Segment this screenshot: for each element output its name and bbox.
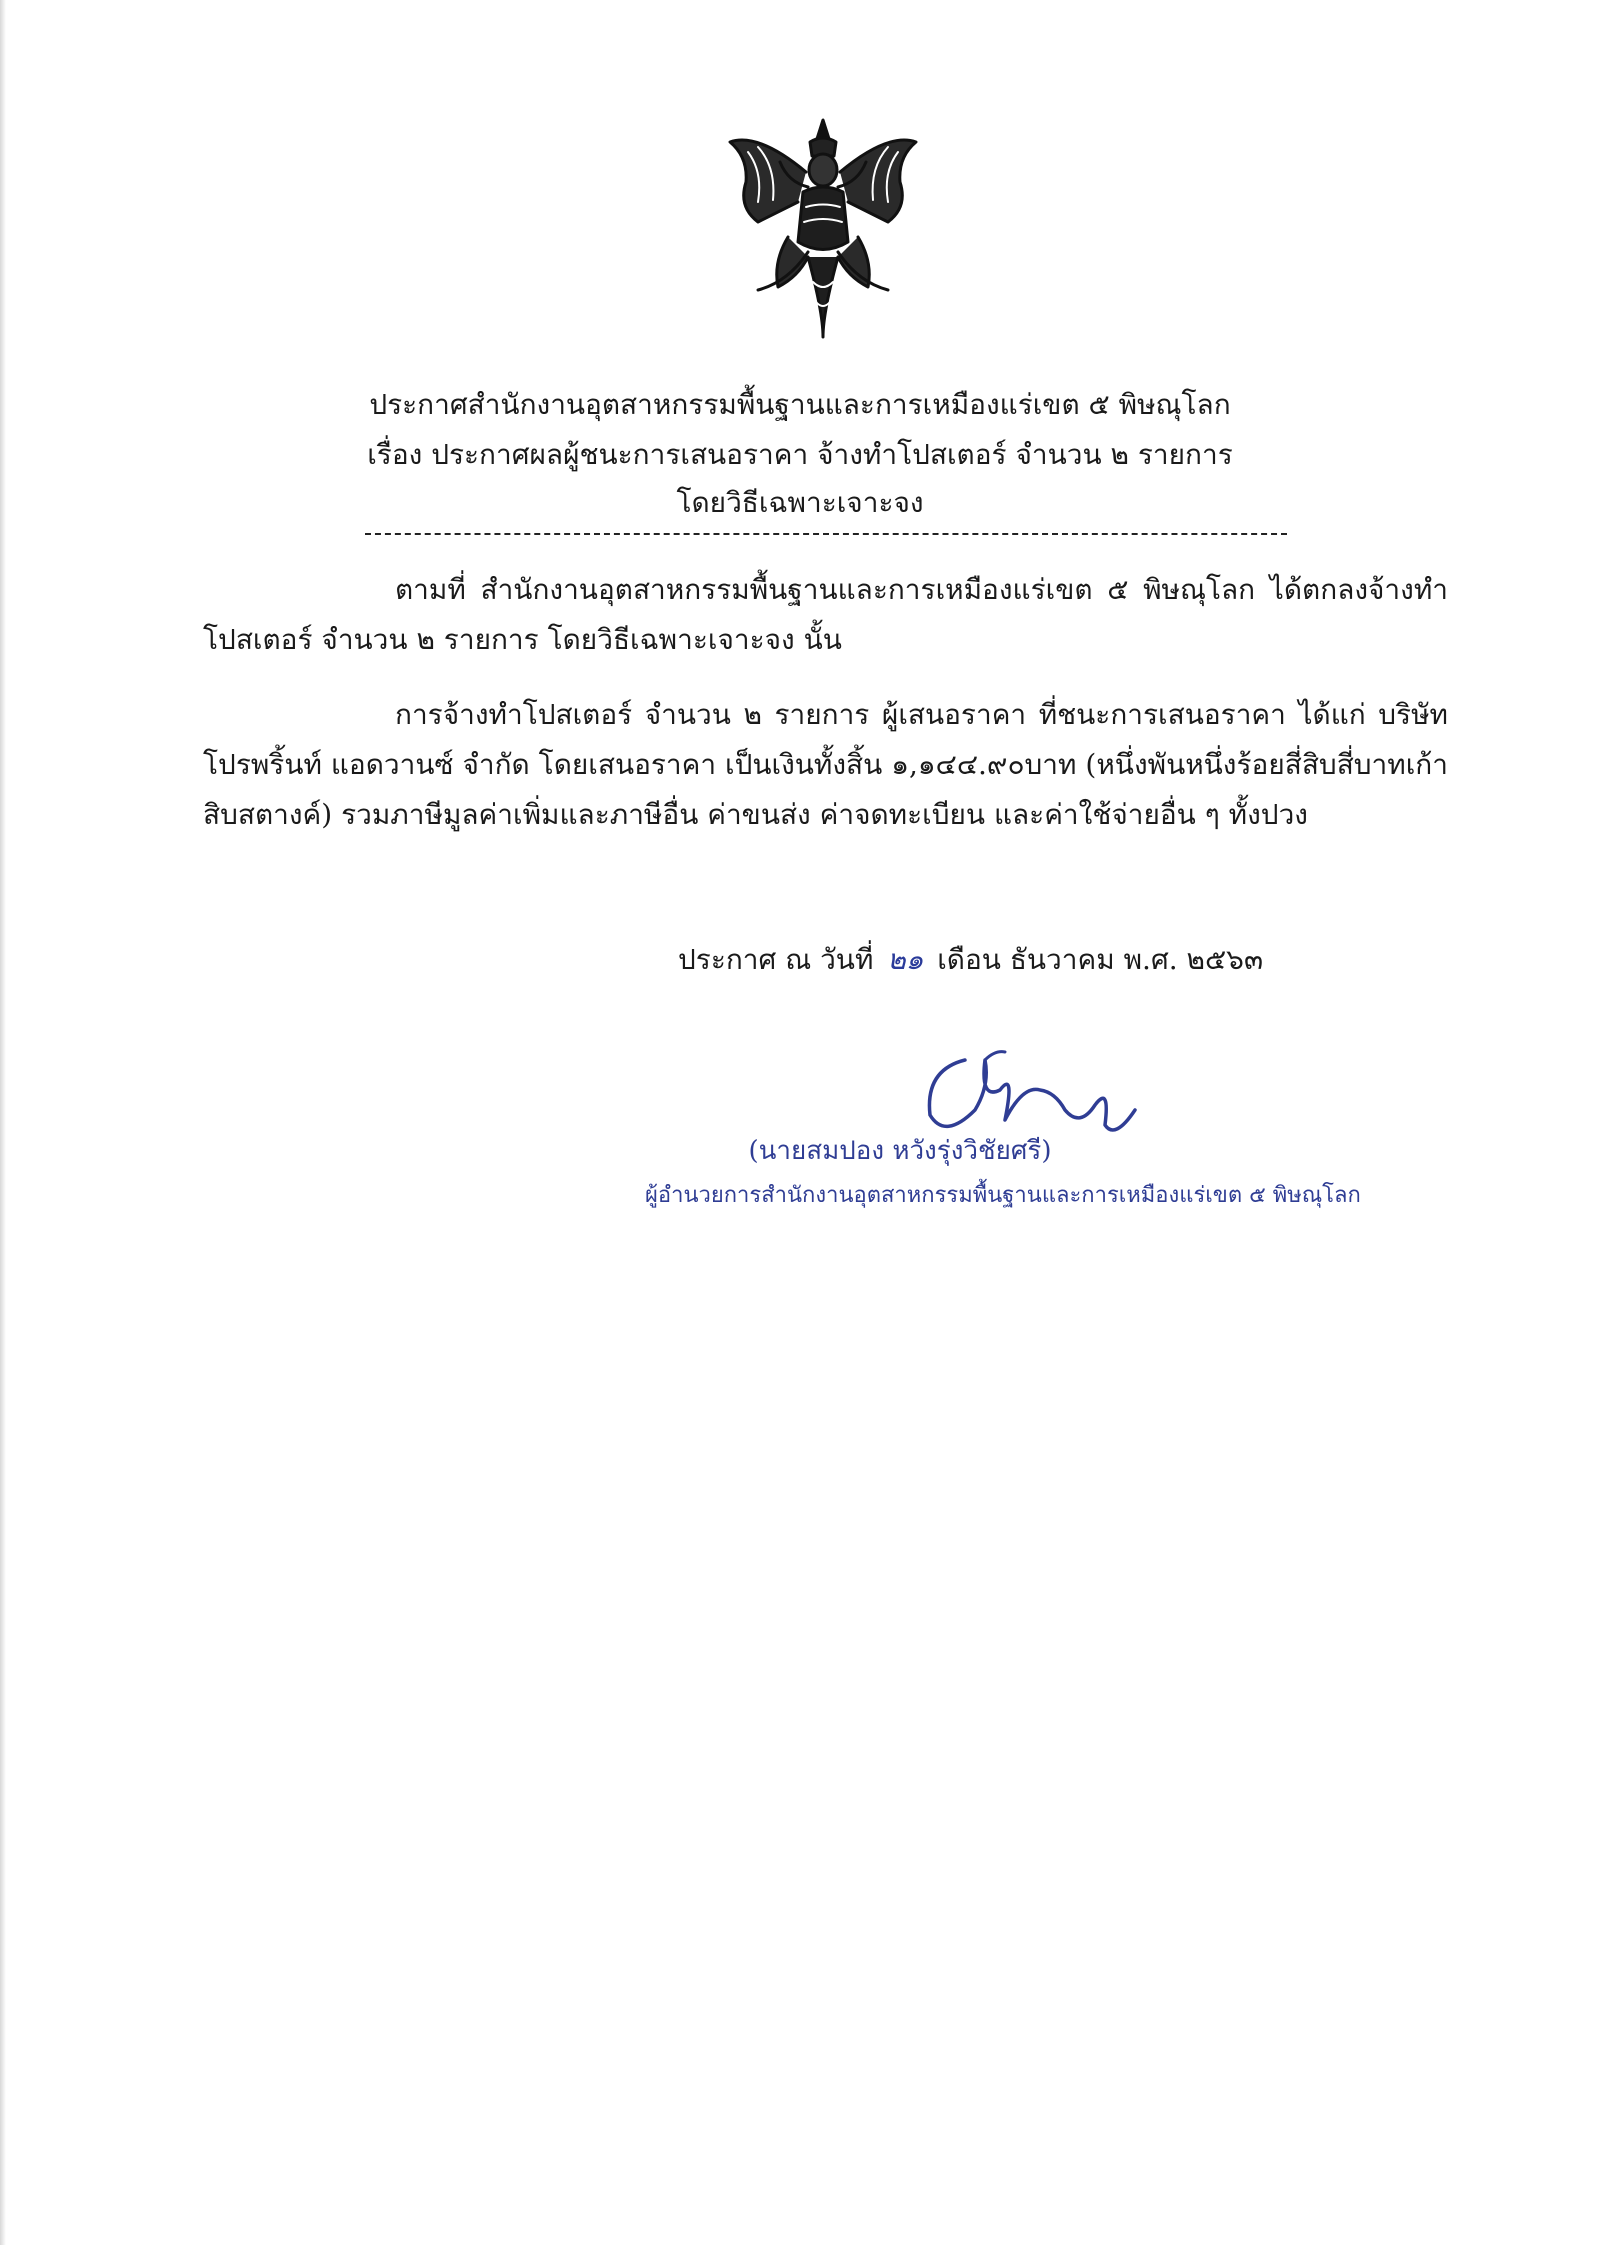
header-line-1: ประกาศสำนักงานอุตสาหกรรมพื้นฐานและการเหมืองแร่เขต ๕ พิษณุโลก — [369, 388, 1231, 421]
header-line-3: โดยวิธีเฉพาะเจาะจง — [676, 486, 924, 519]
signatory-name: (นายสมปอง หวังรุ่งวิชัยศรี) — [748, 1136, 1052, 1166]
signatory-title: ผู้อำนวยการสำนักงานอุตสาหกรรมพื้นฐานและการเหมืองแร่เขต ๕ พิษณุโลก — [645, 1183, 1361, 1208]
body-paragraph-2: การจ้างทำโปสเตอร์ จำนวน ๒ รายการ ผู้เสนอราคา ที่ชนะการเสนอราคา ได้แก่ บริษัท โปรพริ้นท์ แอดวานซ์ จำกัด โดยเสนอราคา เป็นเงินทั้งสิ้น ๑,๑๔๔.๙๐บาท (หนึ่งพันหนึ่งร้อยสี่สิบสี่บาทเก้าสิบสตางค์) รวมภาษีมูลค่าเพิ่มและภาษีอื่น ค่าขนส่ง ค่าจดทะเบียน และค่าใช้จ่ายอื่น ๆ ทั้งปวง — [203, 698, 1448, 831]
header-line-2: เรื่อง ประกาศผลผู้ชนะการเสนอราคา จ้างทำโปสเตอร์ จำนวน ๒ รายการ — [367, 438, 1233, 471]
date-suffix: เดือน ธันวาคม พ.ศ. ๒๕๖๓ — [937, 943, 1264, 976]
dashed-divider — [365, 533, 1287, 535]
garuda-emblem-icon — [718, 112, 928, 342]
announcement-date — [678, 940, 1263, 980]
body-paragraph-1: ตามที่ สำนักงานอุตสาหกรรมพื้นฐานและการเหมืองแร่เขต ๕ พิษณุโลก ได้ตกลงจ้างทำโปสเตอร์ จำนวน ๒ รายการ โดยวิธีเฉพาะเจาะจง นั้น — [203, 573, 1448, 656]
scan-edge — [0, 0, 6, 2245]
date-day-handwritten: ๒๑ — [887, 943, 924, 976]
date-prefix: ประกาศ ณ วันที่ — [678, 943, 874, 976]
handwritten-signature — [905, 1030, 1145, 1150]
